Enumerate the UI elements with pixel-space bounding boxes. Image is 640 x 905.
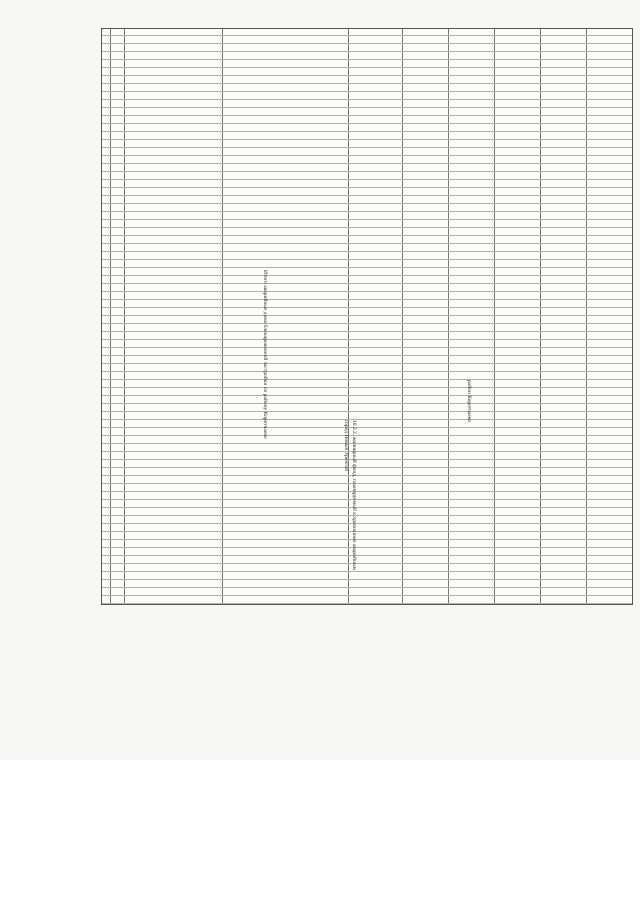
- table-row-rule: [102, 371, 632, 372]
- table-row-rule: [102, 571, 632, 572]
- table-row-rule: [102, 195, 632, 196]
- table-row-rule: [102, 171, 632, 172]
- table-row-rule: [102, 355, 632, 356]
- table-row-rule: [102, 67, 632, 68]
- table-row-rule: [102, 107, 632, 108]
- table-row-rule: [102, 443, 632, 444]
- table-row-rule: [102, 51, 632, 52]
- table-row-rule: [102, 115, 632, 116]
- table-row-rule: [102, 379, 632, 380]
- table-row-rule: [102, 427, 632, 428]
- table-row-rule: [102, 387, 632, 388]
- table-row-rule: [102, 235, 632, 236]
- table-row-rule: [102, 75, 632, 76]
- table-row-rule: [102, 563, 632, 564]
- table-row-rule: [102, 267, 632, 268]
- table-row-rule: [102, 331, 632, 332]
- table-row-rule: [102, 283, 632, 284]
- table-row-rule: [102, 307, 632, 308]
- table-row-rule: [102, 259, 632, 260]
- table-row-rule: [102, 299, 632, 300]
- table-row-rule: [102, 251, 632, 252]
- table-row-rule: [102, 531, 632, 532]
- table-row-rule: [102, 499, 632, 500]
- table-row-rule: [102, 147, 632, 148]
- table-row-rule: [102, 243, 632, 244]
- table-row-rule: [102, 467, 632, 468]
- table-row-rule: [102, 507, 632, 508]
- table-row-rule: [102, 43, 632, 44]
- table-frame: [101, 28, 633, 605]
- section-title: 10.3.2. жилищный фонд, планируемый к признанию аварийным: [351, 420, 357, 571]
- table-row-rule: [102, 395, 632, 396]
- table-row-rule: [102, 59, 632, 60]
- table-row-rule: [102, 83, 632, 84]
- table-row-rule: [102, 483, 632, 484]
- table-row-rule: [102, 411, 632, 412]
- table-row-rule: [102, 323, 632, 324]
- table-row-rule: [102, 227, 632, 228]
- table-row-rule: [102, 539, 632, 540]
- table-row-rule: [102, 579, 632, 580]
- table-row-rule: [102, 275, 632, 276]
- table-row-rule: [102, 435, 632, 436]
- subsection-title: район Коротчаево: [466, 380, 472, 423]
- table-row-rule: [102, 131, 632, 132]
- table-row-rule: [102, 403, 632, 404]
- table-row-rule: [102, 291, 632, 292]
- table-row-rule: [102, 347, 632, 348]
- table-row-rule: [102, 219, 632, 220]
- table-row-rule: [102, 139, 632, 140]
- table-row-rule: [102, 315, 632, 316]
- table-row-rule: [102, 475, 632, 476]
- table-row-rule: [102, 91, 632, 92]
- table-row-rule: [102, 555, 632, 556]
- table-row-rule: [102, 99, 632, 100]
- table-row-rule: [102, 595, 632, 596]
- table-row-rule: [102, 547, 632, 548]
- table-row-rule: [102, 123, 632, 124]
- table-row-rule: [102, 187, 632, 188]
- table-row-rule: [102, 211, 632, 212]
- table-row-rule: [102, 155, 632, 156]
- city-heading: город Новый Уренгой: [343, 420, 349, 472]
- table-row-rule: [102, 451, 632, 452]
- table-row-rule: [102, 603, 632, 604]
- table-row-rule: [102, 523, 632, 524]
- table-row-rule: [102, 491, 632, 492]
- blank-margin: [0, 760, 640, 905]
- total-row-label: Итого аварийные дома блокированной застройки по району Коротчаево: [262, 270, 268, 439]
- table-row-rule: [102, 339, 632, 340]
- table-row-rule: [102, 459, 632, 460]
- table-row-rule: [102, 363, 632, 364]
- table-row-rule: [102, 163, 632, 164]
- table-row-rule: [102, 35, 632, 36]
- table-row-rule: [102, 179, 632, 180]
- table-row-rule: [102, 203, 632, 204]
- table-row-rule: [102, 587, 632, 588]
- table-row-rule: [102, 419, 632, 420]
- table-row-rule: [102, 515, 632, 516]
